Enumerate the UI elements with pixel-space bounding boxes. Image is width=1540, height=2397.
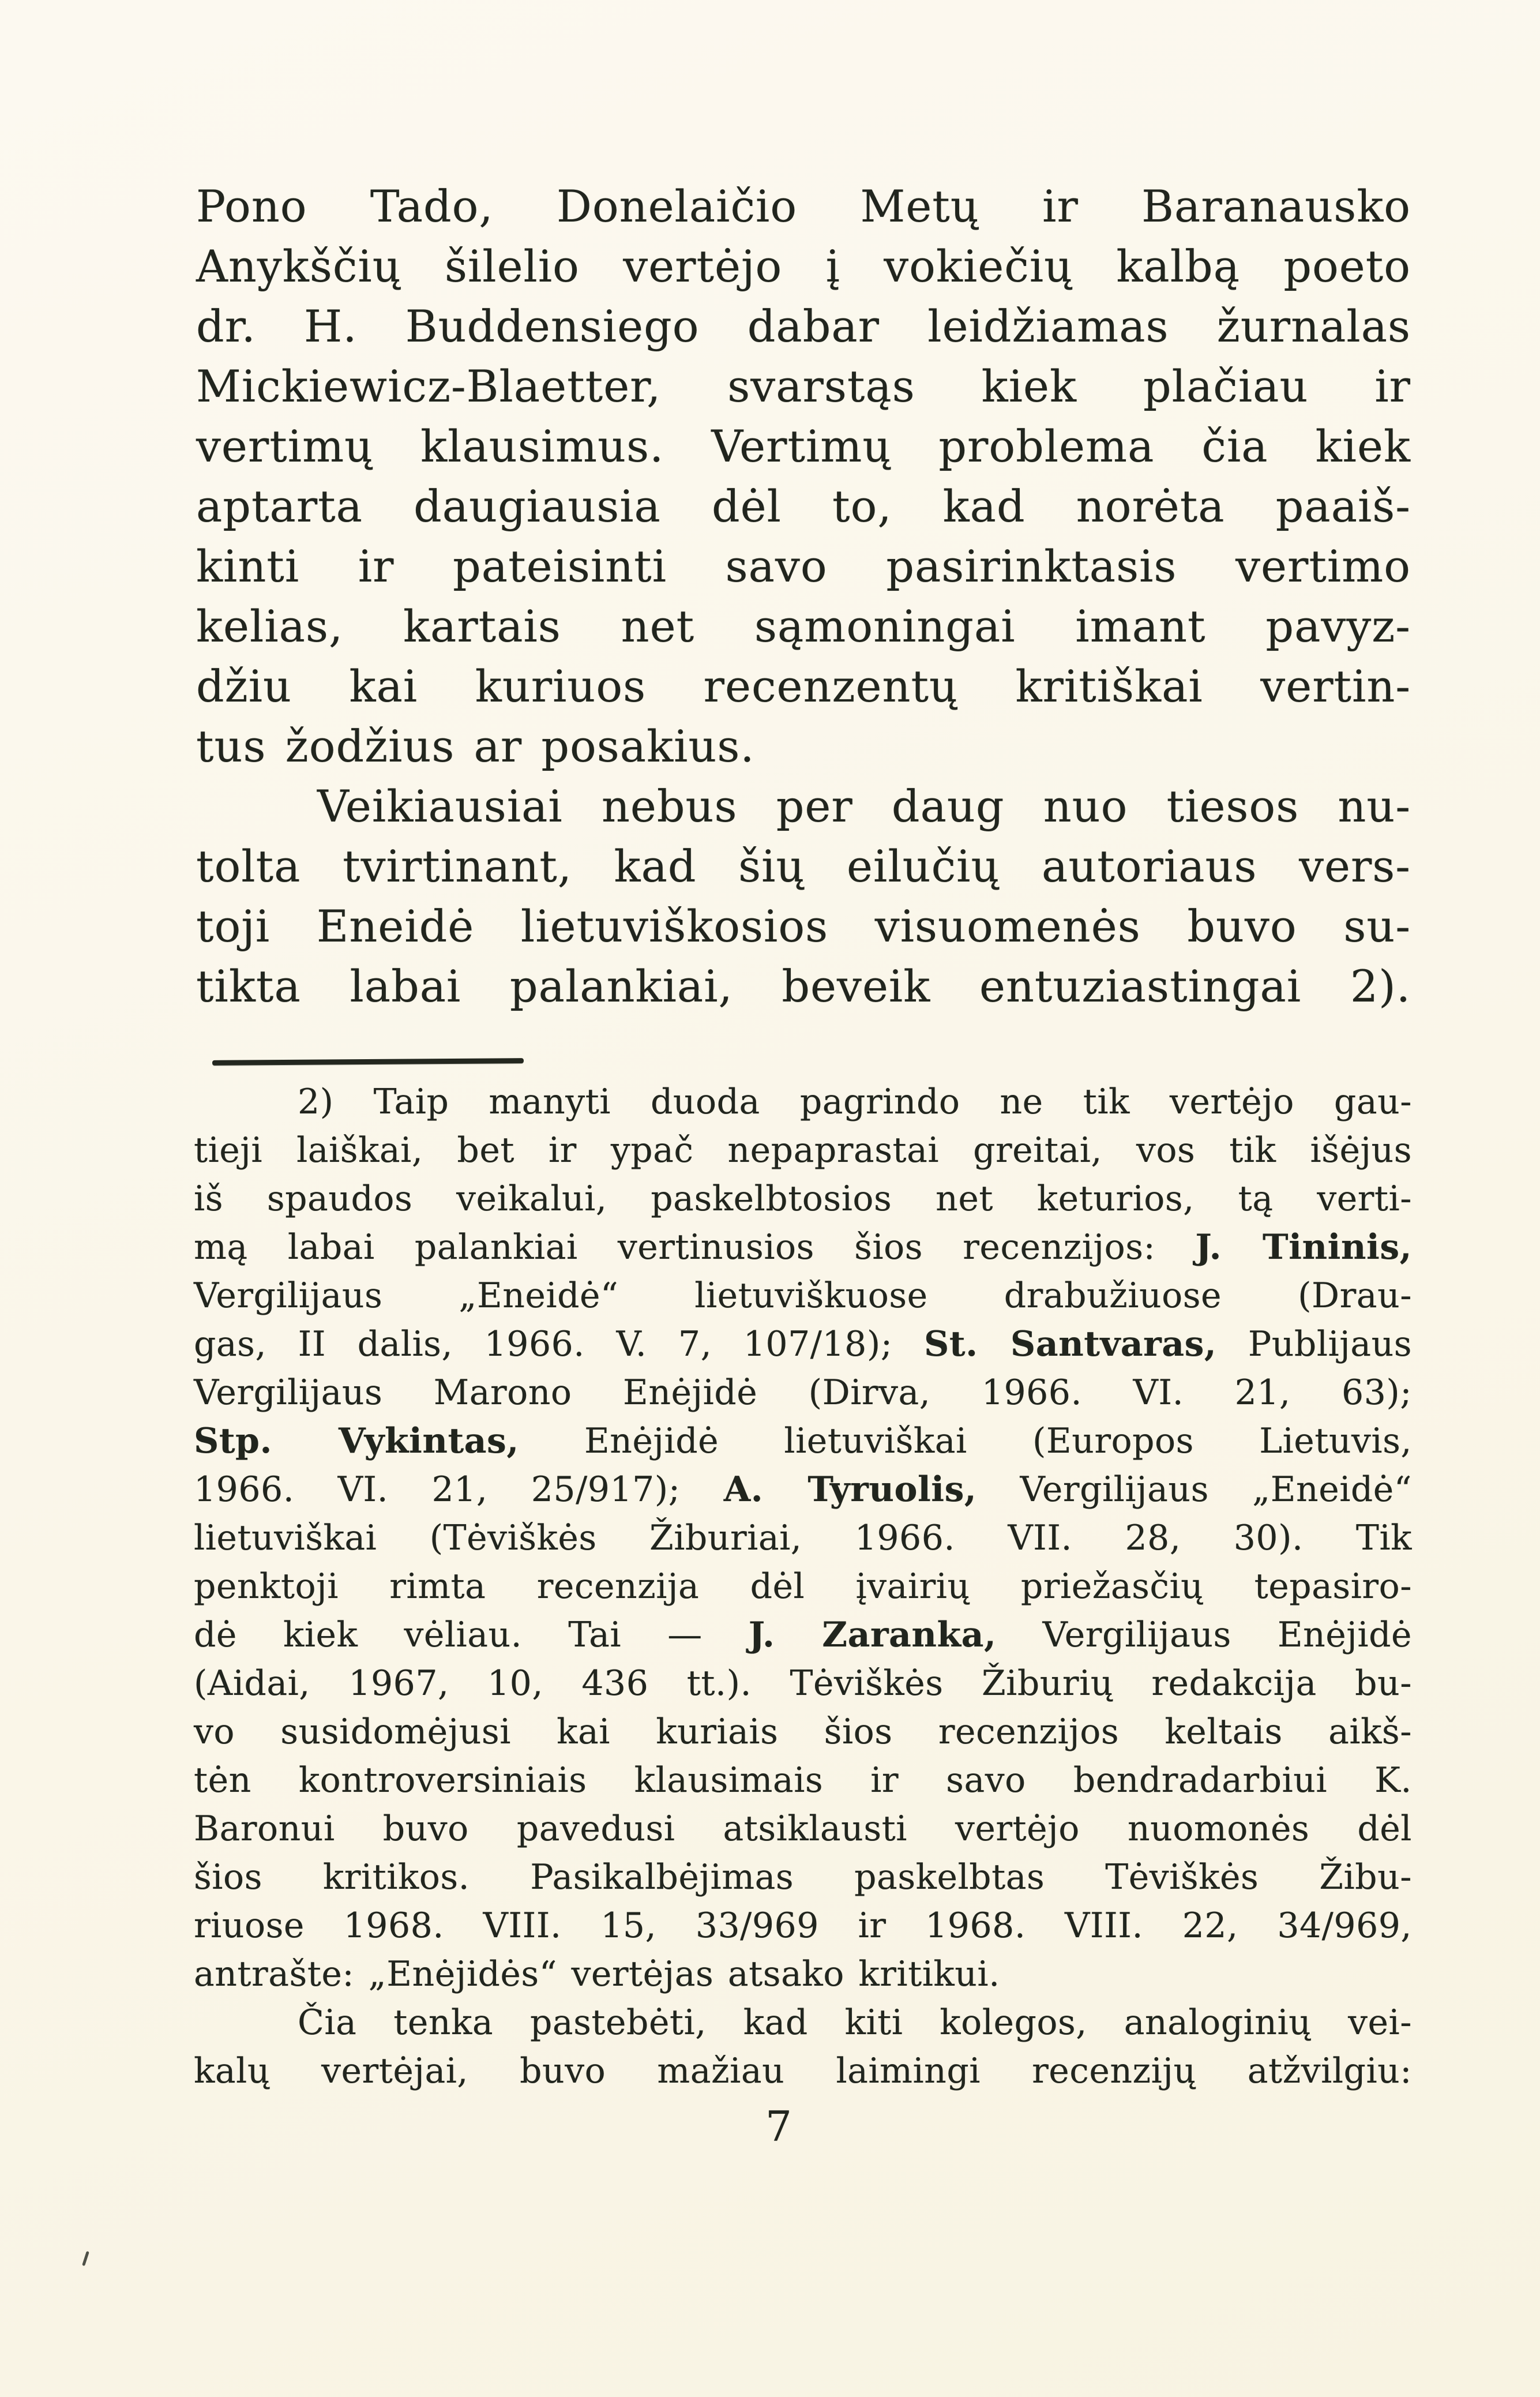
text-line — [194, 1368, 1412, 1417]
text-segment: mą labai palankiai vertinusios šios recenzijos: — [194, 1227, 1196, 1267]
text-segment: Baronui buvo pavedusi atsiklausti vertėjo nuomonės dėl — [194, 1809, 1412, 1849]
text-segment: dr. H. Buddensiego dabar leidžiamas žurnalas — [196, 301, 1411, 352]
text-segment: iš spaudos veikalui, paskelbtosios net keturios, tą verti- — [194, 1179, 1412, 1219]
text-line — [194, 1271, 1412, 1320]
ink-speck — [82, 2251, 89, 2266]
author-name-bold: Stp. Vykintas, — [194, 1421, 519, 1461]
text-segment: (Aidai, 1967, 10, 436 tt.). Tėviškės Žiburių redakcija bu- — [194, 1663, 1412, 1704]
text-line — [196, 417, 1411, 477]
text-line — [196, 717, 1411, 777]
text-line — [196, 896, 1411, 956]
main-body-text — [196, 177, 1411, 1016]
text-line — [194, 1950, 1412, 1998]
text-line — [196, 657, 1411, 717]
text-line — [196, 836, 1411, 896]
text-segment: džiu kai kuriuos recenzentų kritiškai vertin- — [196, 661, 1411, 712]
text-line — [196, 537, 1411, 597]
text-segment: tus žodžius ar posakius. — [196, 721, 755, 772]
text-segment: Vergilijaus Marono Enėjidė (Dirva, 1966. VI. 21, 63); — [194, 1372, 1412, 1413]
text-line — [194, 1853, 1412, 1901]
page-number: 7 — [765, 2102, 792, 2151]
text-line — [194, 1659, 1412, 1708]
text-segment: Anykščių šilelio vertėjo į vokiečių kalbą poeto — [196, 241, 1411, 292]
text-segment: kelias, kartais net sąmoningai imant pavyz- — [196, 601, 1411, 652]
text-line — [194, 1805, 1412, 1853]
text-line — [194, 1126, 1412, 1175]
author-name-bold: J. Tininis, — [1195, 1227, 1412, 1267]
text-line — [194, 1465, 1412, 1514]
author-name-bold: St. Santvaras, — [924, 1324, 1217, 1364]
text-segment: antrašte: „Enėjidės“ vertėjas atsako kritikui. — [194, 1954, 1000, 1994]
text-line — [196, 956, 1411, 1016]
text-segment: Vergilijaus „Eneidė“ lietuviškuose drabužiuose (Drau- — [194, 1276, 1412, 1316]
text-line — [194, 1756, 1412, 1805]
text-line — [194, 1514, 1412, 1562]
text-line — [196, 177, 1411, 237]
text-line — [194, 1078, 1412, 1126]
text-segment: Pono Tado, Donelaičio Metų ir Baranausko — [196, 181, 1411, 232]
text-segment: Publijaus — [1216, 1324, 1413, 1364]
text-segment: tėn kontroversiniais klausimais ir savo bendradarbiui K. — [194, 1760, 1412, 1800]
text-segment: gas, II dalis, 1966. V. 7, 107/18); — [194, 1324, 925, 1364]
text-line — [196, 777, 1411, 836]
footnote — [194, 1078, 1412, 2095]
author-name-bold: J. Zaranka, — [748, 1615, 997, 1655]
text-line — [196, 477, 1411, 537]
text-segment: kalų vertėjai, buvo mažiau laimingi recenzijų atžvilgiu: — [194, 2051, 1412, 2091]
text-line — [196, 297, 1411, 357]
text-line — [196, 237, 1411, 297]
text-segment: Veikiausiai nebus per daug nuo tiesos nu- — [317, 781, 1411, 832]
text-line — [196, 597, 1411, 657]
text-segment: šios kritikos. Pasikalbėjimas paskelbtas Tėviškės Žibu- — [194, 1857, 1412, 1897]
text-segment: tolta tvirtinant, kad šių eilučių autoriaus vers- — [196, 841, 1411, 892]
text-segment: Vergilijaus „Eneidė“ — [976, 1469, 1412, 1510]
text-line — [194, 1175, 1412, 1223]
text-segment: penktoji rimta recenzija dėl įvairių priežasčių tepasiro- — [194, 1566, 1412, 1607]
text-line — [194, 1708, 1412, 1756]
text-segment: Enėjidė lietuviškai (Europos Lietuvis, — [519, 1421, 1412, 1461]
text-line — [194, 1901, 1412, 1950]
text-line — [194, 1417, 1412, 1465]
text-segment: lietuviškai (Tėviškės Žiburiai, 1966. VII. 28, 30). Tik — [194, 1518, 1412, 1558]
text-line — [194, 1562, 1412, 1611]
text-segment: dė kiek vėliau. Tai — — [194, 1615, 749, 1655]
text-segment: kinti ir pateisinti savo pasirinktasis vertimo — [196, 541, 1411, 592]
text-line — [194, 1611, 1412, 1659]
text-segment: aptarta daugiausia dėl to, kad norėta paaiš- — [196, 481, 1411, 532]
text-segment: 1966. VI. 21, 25/917); — [194, 1469, 724, 1510]
text-segment: riuose 1968. VIII. 15, 33/969 ir 1968. VIII. 22, 34/969, — [194, 1905, 1412, 1946]
author-name-bold: A. Tyruolis, — [723, 1469, 977, 1510]
text-segment: tikta labai palankiai, beveik entuziastingai 2). — [196, 961, 1411, 1012]
text-segment: 2) Taip manyti duoda pagrindo ne tik vertėjo gau- — [298, 1082, 1412, 1122]
text-line — [194, 2047, 1412, 2095]
text-line — [194, 1223, 1412, 1271]
footnote-separator — [212, 1058, 524, 1066]
text-segment: toji Eneidė lietuviškosios visuomenės buvo su- — [196, 901, 1411, 952]
text-segment: Čia tenka pastebėti, kad kiti kolegos, analoginių vei- — [298, 2002, 1412, 2043]
text-line — [196, 357, 1411, 417]
text-segment: tieji laiškai, bet ir ypač nepaprastai greitai, vos tik išėjus — [194, 1130, 1412, 1171]
text-segment: Vergilijaus Enėjidė — [996, 1615, 1412, 1655]
text-line — [194, 1998, 1412, 2047]
text-segment: vertimų klausimus. Vertimų problema čia kiek — [196, 421, 1411, 472]
text-line — [194, 1320, 1412, 1368]
text-segment: Mickiewicz-Blaetter, svarstąs kiek plačiau ir — [196, 361, 1411, 412]
text-segment: vo susidomėjusi kai kuriais šios recenzijos keltais aikš- — [194, 1712, 1412, 1752]
